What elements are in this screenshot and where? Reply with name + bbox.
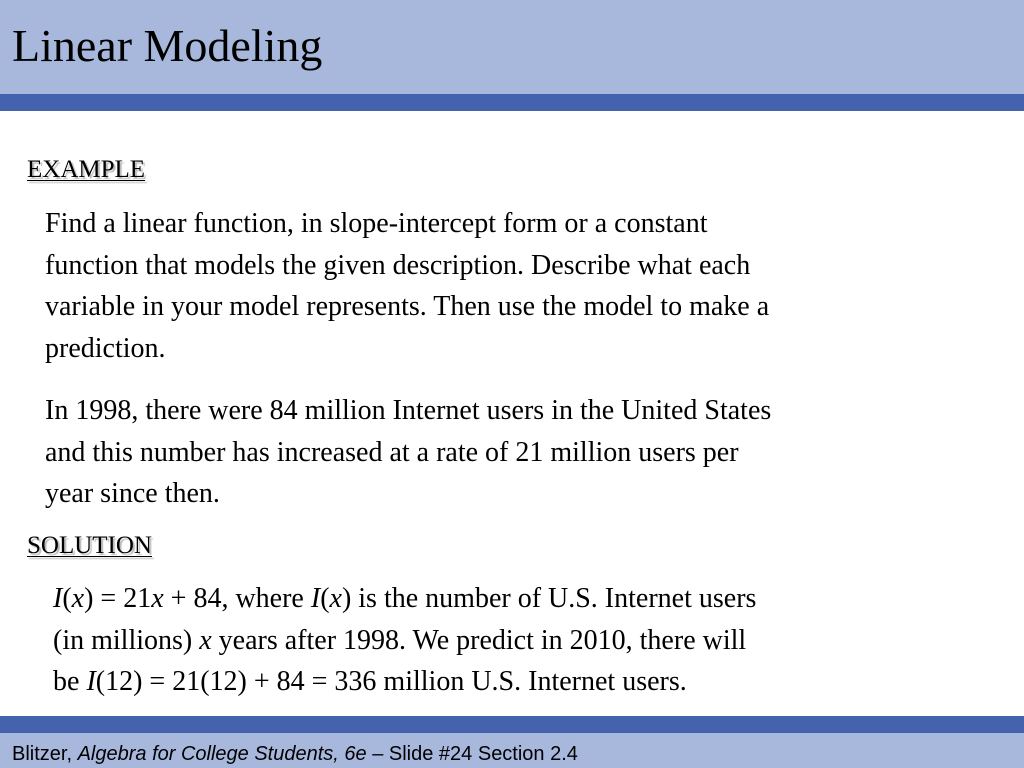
function-symbol: I [86,666,96,697]
variable-symbol: x [329,583,342,614]
example-instructions [45,203,985,369]
solution-line-1 [53,578,983,620]
text-segment: ( [320,583,330,614]
text-segment: + 84, where [163,583,311,614]
solution-line-3 [53,661,983,703]
variable-symbol: x [71,583,85,614]
footer-slide-info: – Slide #24 Section 2.4 [366,743,578,765]
example-problem [45,390,985,515]
problem-line-2: and this number has increased at a rate of 21 million users per [45,436,739,468]
problem-line-3: year since then. [45,478,220,509]
instructions-line-3: variable in your model represents. Then use the model to make a [45,291,770,322]
text-segment: ( [62,583,72,614]
instructions-line-1: Find a linear function, in slope-intercept form or a constant [45,208,708,239]
solution-line-2 [53,620,983,662]
text-segment: (12) = 21(12) + 84 = 336 million U.S. Internet users. [95,666,687,697]
example-heading: EXAMPLE [27,156,146,183]
problem-line-1: In 1998, there were 84 million Internet users in the United States [45,395,772,426]
title-divider [0,94,1024,111]
function-symbol: I [310,583,321,614]
instructions-line-4: prediction. [45,332,166,364]
slide-title: Linear Modeling [12,20,323,71]
variable-symbol: x [151,583,164,614]
text-segment: be [53,666,87,697]
variable-symbol: x [199,624,212,656]
text-segment: (in millions) [53,624,200,656]
function-symbol: I [53,583,63,614]
text-segment: ) = 21 [84,583,152,614]
text-segment: ) is the number of U.S. Internet users [341,583,757,614]
solution-heading: SOLUTION [27,532,152,559]
footer-author: Blitzer, [12,743,78,765]
footer-citation [12,740,578,768]
text-segment: years after 1998. We predict in 2010, there will [211,624,747,656]
instructions-line-2: function that models the given description. Describe what each [45,249,751,281]
footer-divider [0,716,1024,733]
footer-book-title: Algebra for College Students, 6e [77,743,367,765]
solution-text [53,578,983,703]
